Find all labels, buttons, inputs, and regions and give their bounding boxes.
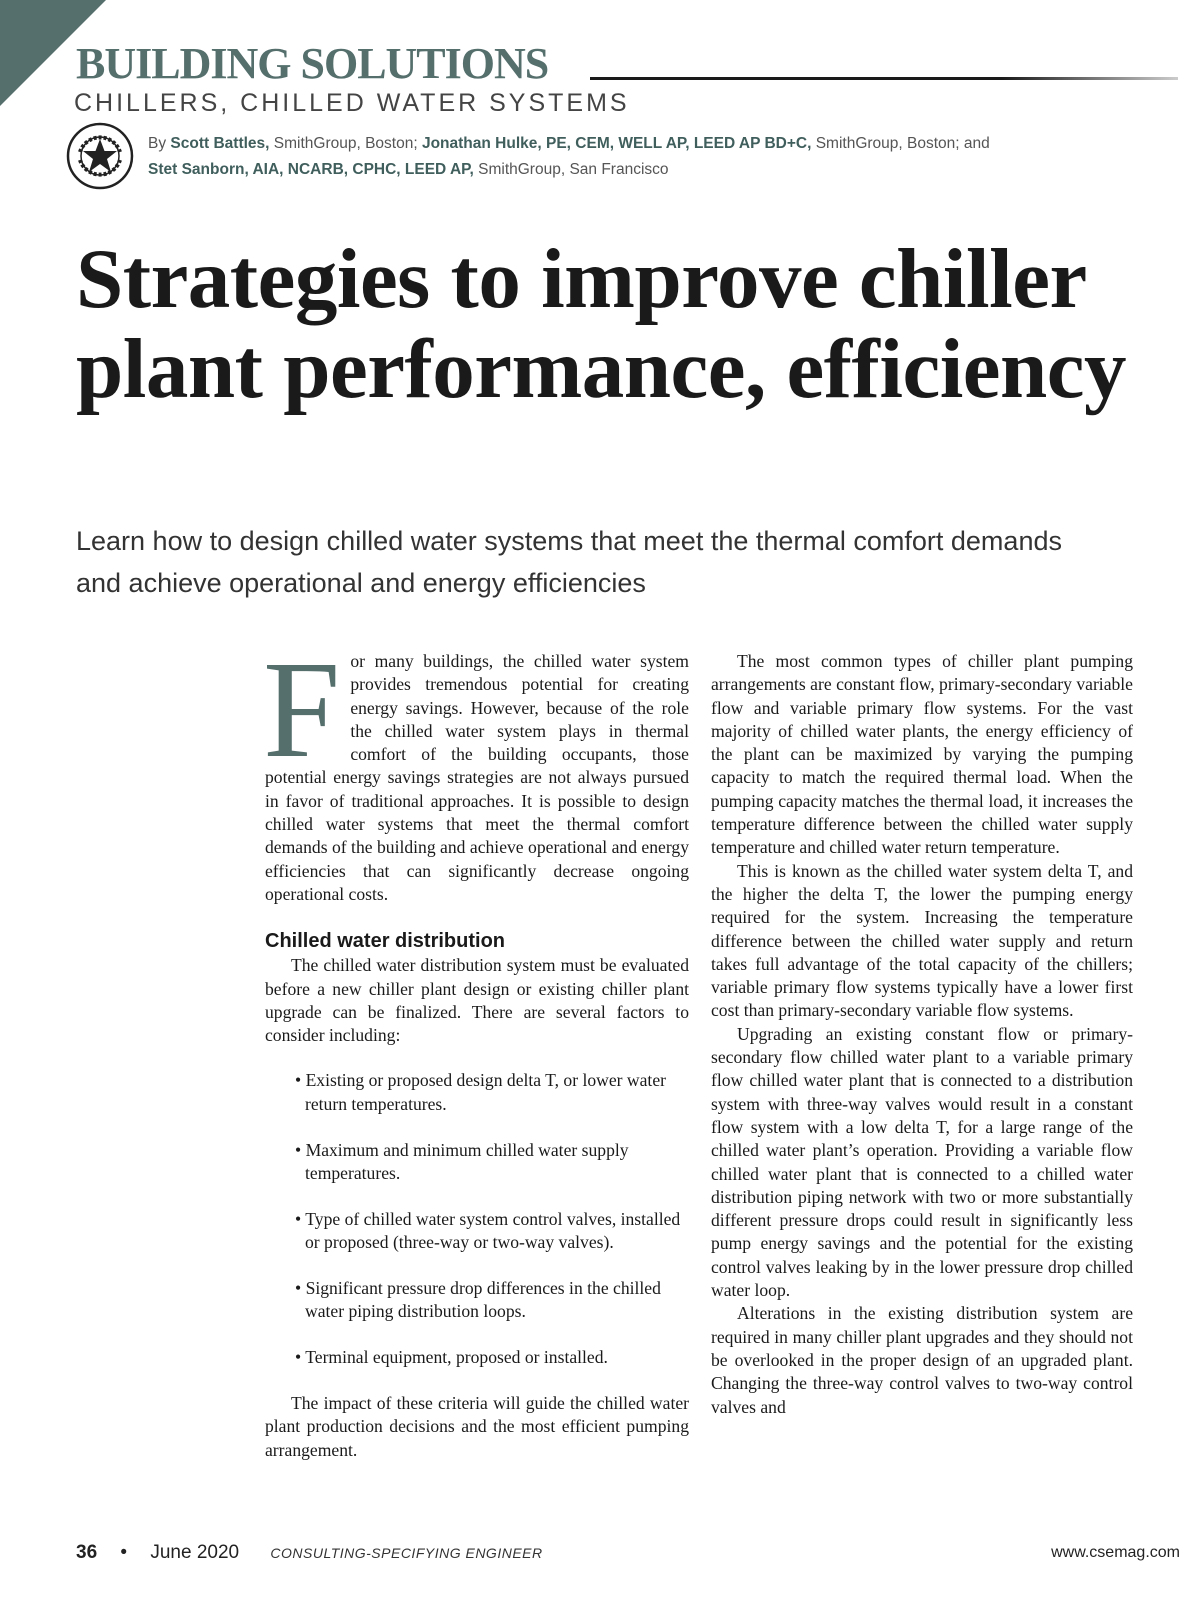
list-item: • Significant pressure drop differences in the chilled water piping distribution loops. bbox=[295, 1277, 689, 1324]
text-column-1 bbox=[263, 633, 689, 1462]
article-deck: Learn how to design chilled water systems that meet the thermal comfort demands and achieve operational and energy efficiencies bbox=[76, 526, 1062, 598]
issue-date: June 2020 bbox=[150, 1542, 240, 1563]
footer-separator: • bbox=[120, 1542, 128, 1563]
publication-name: CONSULTING-SPECIFYING ENGINEER bbox=[270, 1545, 543, 1561]
body-paragraph: The impact of these criteria will guide the chilled water plant production decisions and the most efficient pumping arrangement. bbox=[265, 1393, 689, 1460]
section-subtitle: CHILLERS, CHILLED WATER SYSTEMS bbox=[74, 89, 630, 117]
website-link[interactable]: www.csemag.com bbox=[1051, 1544, 1180, 1561]
byline bbox=[148, 131, 1188, 183]
byline-by: By bbox=[148, 135, 171, 152]
list-item: • Type of chilled water system control valves, installed or proposed (three-way or two-way valves). bbox=[295, 1208, 689, 1255]
body-paragraph: The chilled water distribution system must be evaluated before a new chiller plant design or existing chiller plant upgrade can be finalized. There are several factors to consider including: bbox=[265, 955, 689, 1046]
list-item: • Existing or proposed design delta T, or lower water return temperatures. bbox=[295, 1069, 689, 1116]
author-name: Jonathan Hulke, PE, CEM, WELL AP, LEED AP BD+C, bbox=[421, 135, 812, 152]
body-paragraph: This is known as the chilled water system delta T, and the higher the delta T, the lower the pumping energy required for the system. Increasing the temperature difference between the chilled water supply and return takes full advantage of the total capacity of the chillers; variable primary flow systems typically have a lower first cost than primary-secondary variable flow systems. bbox=[711, 860, 1133, 1021]
intro-paragraph bbox=[263, 633, 689, 906]
author-affiliation: SmithGroup, San Francisco bbox=[473, 161, 669, 178]
author-name: Scott Battles, bbox=[170, 135, 270, 152]
page-footer bbox=[76, 1542, 1180, 1570]
list-item: • Terminal equipment, proposed or installed. bbox=[295, 1346, 689, 1369]
list-item: • Maximum and minimum chilled water supply temperatures. bbox=[295, 1139, 689, 1186]
peer-reviewed-badge-icon bbox=[66, 122, 134, 190]
intro-text: or many buildings, the chilled water system provides tremendous potential for creating energy savings. However, because of the role the chilled water system plays in thermal comfort of the building occupants, those potential energy savings strategies are not always pursued in favor of traditional approaches. It is possible to design chilled water systems that meet the thermal comfort demands of the building and achieve operational and energy efficiencies that can significantly decrease ongoing operational costs. bbox=[265, 651, 689, 904]
factor-list bbox=[265, 1069, 689, 1369]
body-paragraph: The most common types of chiller plant pumping arrangements are constant flow, primary-secondary variable flow and variable primary flow systems. For the vast majority of chilled water plants, the energy efficiency of the plant can be maximized by varying the pumping capacity to match the required thermal load. When the pumping capacity matches the thermal load, it increases the temperature difference between the chilled water supply temperature and chilled water return temperature. bbox=[711, 651, 1133, 858]
author-affiliation: SmithGroup, Boston; and bbox=[811, 135, 990, 152]
header-rule bbox=[590, 77, 1178, 80]
page-number: 36 bbox=[76, 1542, 98, 1563]
article-title: Strategies to improve chiller plant performance, efficiency bbox=[76, 232, 1127, 416]
body-paragraph: Alterations in the existing distribution system are required in many chiller plant upgrades and they should not be overlooked in the proper design of an upgraded plant. Changing the three-way control valves to two-way control valves and bbox=[711, 1303, 1133, 1417]
author-affiliation: SmithGroup, Boston; bbox=[269, 135, 422, 152]
text-column-2 bbox=[711, 650, 1133, 1419]
section-heading: Chilled water distribution bbox=[265, 930, 506, 953]
author-name: Stet Sanborn, AIA, NCARB, CPHC, LEED AP, bbox=[148, 161, 474, 178]
drop-cap: F bbox=[263, 633, 341, 787]
body-paragraph: Upgrading an existing constant flow or primary-secondary flow chilled water plant to a variable primary flow chilled water plant that is connected to a distribution system with three-way valves would result in a constant flow system with a low delta T, for a large range of the chilled water plant’s operation. Providing a variable flow chilled water plant that is connected to a chilled water distribution piping network with two or more substantially different pressure drops could result in significantly less pump energy savings and the potential for the existing control valves leaking by in the lower pressure drop chilled water loop. bbox=[711, 1023, 1133, 1301]
section-title: BUILDING SOLUTIONS bbox=[76, 39, 549, 88]
